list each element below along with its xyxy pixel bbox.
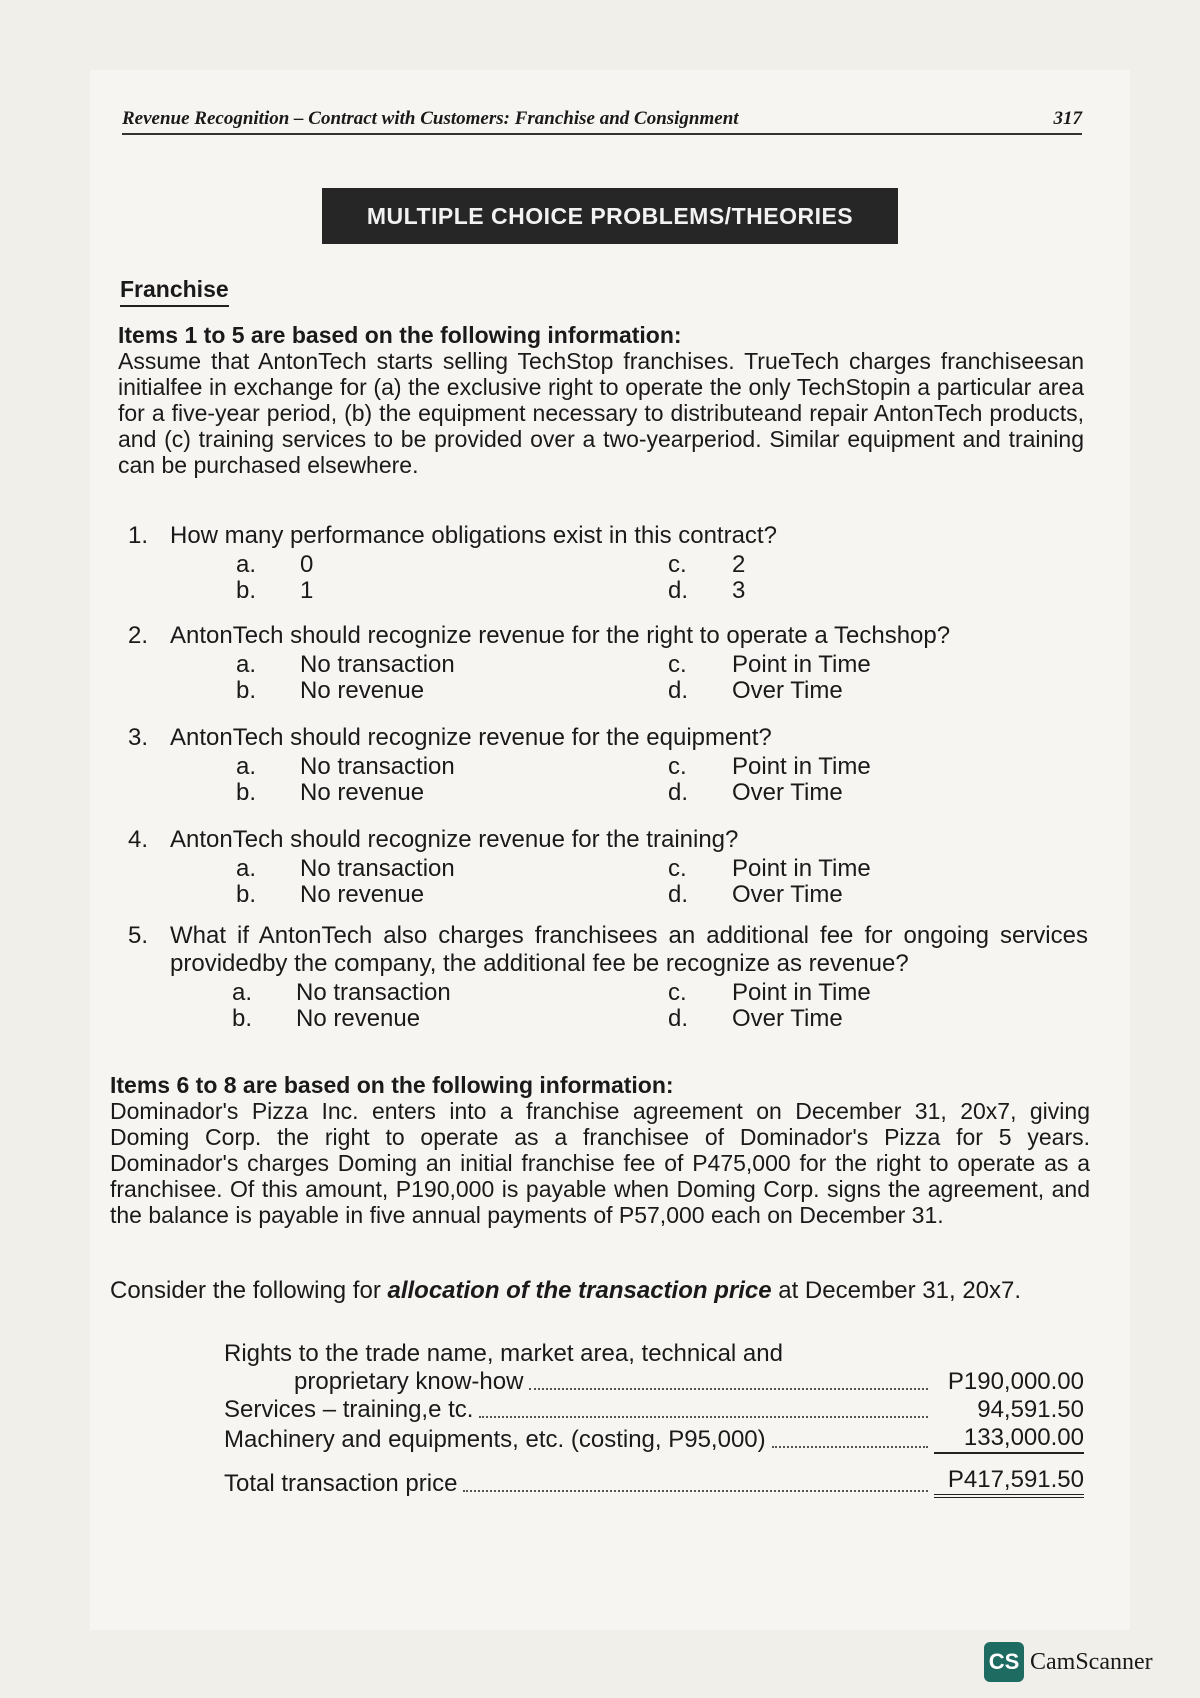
option-c[interactable]: c. Point in Time (668, 651, 871, 678)
allocation-row-rights-cont: proprietary know-how P190,000.00 (294, 1368, 1084, 1395)
option-c[interactable]: c. Point in Time (668, 855, 871, 882)
option-c[interactable]: c. 2 (668, 551, 746, 578)
section-heading: Franchise (120, 276, 229, 307)
allocation-intro: Consider the following for allocation of the transaction price at December 31, 20x7. (110, 1277, 1022, 1304)
watermark-text: CamScanner (1030, 1648, 1153, 1675)
option-d[interactable]: d. 3 (668, 577, 746, 604)
leader-dots (529, 1388, 928, 1390)
total-amount: P417,591.50 (934, 1466, 1084, 1498)
running-header (122, 108, 1082, 135)
question-number: 2. (128, 622, 149, 649)
option-a[interactable]: a. No transaction (236, 855, 455, 882)
question-text: What if AntonTech also charges franchisees an additional fee for ongoing services providedby the company, the additional fee be recognize as revenue? (170, 922, 1088, 977)
option-b[interactable]: b. No revenue (236, 881, 425, 908)
option-d[interactable]: d. Over Time (668, 677, 843, 704)
question-number: 4. (128, 826, 149, 853)
option-b[interactable]: b. No revenue (236, 677, 425, 704)
option-a[interactable]: a. No transaction (236, 753, 455, 780)
amount: 94,591.50 (977, 1396, 1084, 1423)
leader-dots (479, 1416, 928, 1418)
option-a[interactable]: a. No transaction (232, 979, 451, 1006)
question-number: 3. (128, 724, 149, 751)
leader-dots (463, 1490, 928, 1492)
allocation-emphasis: allocation of the transaction price (387, 1277, 772, 1304)
option-d[interactable]: d. Over Time (668, 881, 843, 908)
leader-dots (772, 1446, 928, 1448)
question-5 (128, 922, 1088, 1036)
intro-body: Dominador's Pizza Inc. enters into a franchise agreement on December 31, 20x7, giving Doming Corp. the right to operate as a franchisee of Dominador's Pizza for 5 years. Dominador's charges Doming an initial franchise fee of P475,000 for the right to operate as a franchisee. Of this amount, P190,000 is payable when Doming Corp. signs the agreement, and the balance is payable in five annual payments of P57,000 each on December 31. (110, 1098, 1090, 1228)
amount: P190,000.00 (947, 1368, 1084, 1395)
option-a[interactable]: a. 0 (236, 551, 314, 578)
question-2 (128, 622, 1088, 708)
question-4 (128, 826, 1088, 912)
intro-lead: Items 6 to 8 are based on the following information: (110, 1072, 674, 1098)
option-b[interactable]: b. 1 (236, 577, 314, 604)
allocation-row-services: Services – training,e tc. 94,591.50 (224, 1396, 1084, 1423)
intro-items-6-8 (110, 1072, 1090, 1228)
question-text: AntonTech should recognize revenue for the training? (170, 826, 739, 853)
camscanner-logo-icon: CS (984, 1642, 1024, 1682)
intro-items-1-5 (118, 322, 1084, 478)
intro-body: Assume that AntonTech starts selling TechStop franchises. TrueTech charges franchiseesan initialfee in exchange for (a) the exclusive right to operate the only TechStopin a particular area for a five-year period, (b) the equipment necessary to distributeand repair AntonTech products, and (c) training services to be provided over a two-yearperiod. Similar equipment and training can be purchased elsewhere. (118, 348, 1084, 478)
question-number: 5. (128, 922, 149, 949)
option-c[interactable]: c. Point in Time (668, 979, 871, 1006)
allocation-row-total: Total transaction price P417,591.50 (224, 1466, 1084, 1497)
question-3 (128, 724, 1088, 810)
camscanner-watermark (984, 1642, 1153, 1682)
option-d[interactable]: d. Over Time (668, 1005, 843, 1032)
intro-lead: Items 1 to 5 are based on the following information: (118, 322, 682, 348)
question-text: How many performance obligations exist in this contract? (170, 522, 777, 549)
option-b[interactable]: b. No revenue (232, 1005, 421, 1032)
option-d[interactable]: d. Over Time (668, 779, 843, 806)
question-1 (128, 522, 1088, 608)
option-c[interactable]: c. Point in Time (668, 753, 871, 780)
header-title: Revenue Recognition – Contract with Customers: Franchise and Consignment (122, 108, 739, 129)
option-b[interactable]: b. No revenue (236, 779, 425, 806)
question-text: AntonTech should recognize revenue for the equipment? (170, 724, 772, 751)
section-banner: MULTIPLE CHOICE PROBLEMS/THEORIES (322, 188, 898, 244)
allocation-row-machinery: Machinery and equipments, etc. (costing, P95,000) 133,000.00 (224, 1424, 1084, 1453)
amount: 133,000.00 (934, 1424, 1084, 1454)
question-number: 1. (128, 522, 149, 549)
allocation-row-rights: Rights to the trade name, market area, technical and (224, 1340, 783, 1367)
question-text: AntonTech should recognize revenue for the right to operate a Techshop? (170, 622, 951, 649)
option-a[interactable]: a. No transaction (236, 651, 455, 678)
page-number: 317 (1053, 108, 1082, 129)
